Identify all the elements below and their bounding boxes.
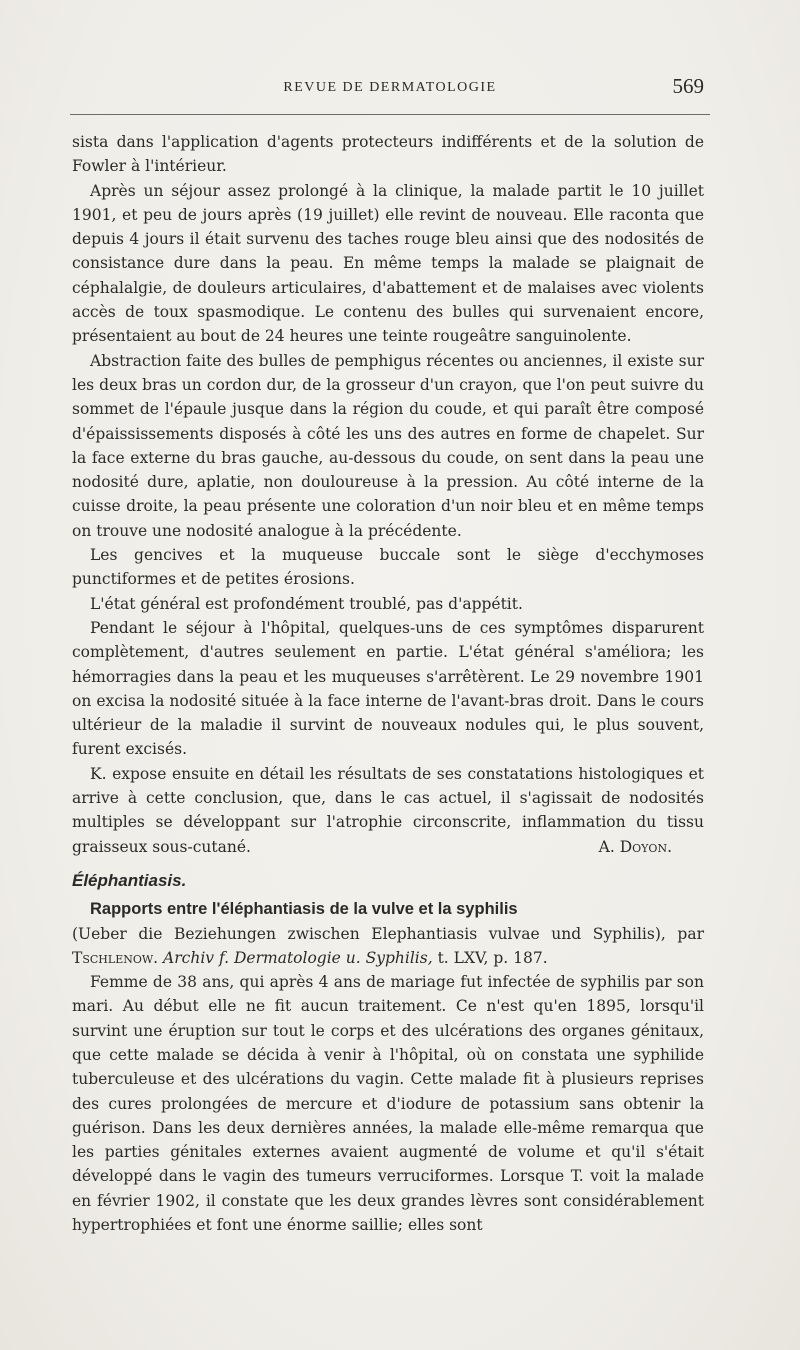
running-head — [70, 74, 710, 104]
paragraph: Abstraction faite des bulles de pemphigus récentes ou anciennes, il existe sur les deux bras un cordon dur, de la grosseur d'un crayon, que l'on peut suivre du sommet de l'épaule jusque dans la région du coude, et qui paraît être composé d'épaississements disposés à côté les uns des autres en forme de chapelet. Sur la face externe du bras gauche, au-dessous du coude, on sent dans la peau une nodosité dure, aplatie, non douloureuse à la pression. Au côté interne de la cuisse droite, la peau présente une coloration d'un noir bleu et en même temps on trouve une nodosité analogue à la précédente. — [72, 351, 704, 540]
header-rule — [70, 114, 710, 115]
citation-volume: t. LXV, p. 187. — [437, 948, 548, 967]
section-title: Éléphantiasis. — [72, 870, 187, 890]
paragraph-with-signature — [72, 762, 704, 859]
article-citation — [72, 922, 704, 971]
text-block — [72, 130, 704, 1237]
citation-author: Tschlenow. — [72, 948, 159, 967]
paragraph: L'état général est profondément troublé, pas d'appétit. — [90, 594, 523, 613]
signature: A. Doyon. — [598, 837, 672, 856]
page-number: 569 — [672, 74, 704, 98]
running-title: REVUE DE DERMATOLOGIE — [283, 80, 497, 95]
paragraph: Pendant le séjour à l'hôpital, quelques-uns de ces symptômes disparurent complètement, d'autres seulement en partie. L'état général s'améliora; les hémorragies dans la peau et les muqueuses s'arrêtèrent. Le 29 novembre 1901 on excisa la nodosité située à la face interne de l'avant-bras droit. Dans le cours ultérieur de la maladie il survint de nouveaux nodules qui, le plus souvent, furent excisés. — [72, 618, 704, 759]
article-title: Rapports entre l'éléphantiasis de la vulve et la syphilis — [90, 900, 518, 919]
citation-journal: Archiv f. Dermatologie u. Syphilis, — [163, 948, 433, 967]
paragraph-text: K. expose ensuite en détail les résultats de ses constatations histologiques et arrive à cette conclusion, que, dans le cas actuel, il s'agissait de nodosités multiples se développant sur l'atrophie circonscrite, inflammation du tissu graisseux sous-cutané. — [72, 764, 704, 856]
paragraph-continuation: sista dans l'application d'agents protecteurs indifférents et de la solution de Fowler à l'intérieur. — [72, 133, 704, 176]
citation-prefix: (Ueber die Beziehungen zwischen Elephantiasis vulvae und Syphilis), par — [72, 924, 704, 943]
paragraph: Après un séjour assez prolongé à la clinique, la malade partit le 10 juillet 1901, et peu de jours après (19 juillet) elle revint de nouveau. Elle raconta que depuis 4 jours il était survenu des taches rouge bleu ainsi que des nodosités de consistance dure dans la peau. En même temps la malade se plaignait de céphalalgie, de douleurs articulaires, d'abattement et de malaises avec violents accès de toux spasmodique. Le contenu des bulles qui survenaient encore, présentaient au bout de 24 heures une teinte rougeâtre sanguinolente. — [72, 181, 704, 346]
article-body: Femme de 38 ans, qui après 4 ans de mariage fut infectée de syphilis par son mari. Au début elle ne fit aucun traitement. Ce n'est qu'en 1895, lorsqu'il survint une éruption sur tout le corps et des ulcérations des organes génitaux, que cette malade se décida à venir à l'hôpital, où on constata une syphilide tuberculeuse et des ulcérations du vagin. Cette malade fit à plusieurs reprises des cures prolongées de mercure et d'iodure de potassium sans obtenir la guérison. Dans les deux dernières années, la malade elle-même remarqua que les parties génitales externes avaient augmenté de volume et qu'il s'était développé dans le vagin des tumeurs verruciformes. Lorsque T. voit la malade en février 1902, il constate que les deux grandes lèvres sont considérablement hypertrophiées et font une énorme saillie; elles sont — [72, 973, 704, 1235]
paragraph: Les gencives et la muqueuse buccale sont le siège d'ecchymoses punctiformes et de petites érosions. — [72, 546, 704, 589]
